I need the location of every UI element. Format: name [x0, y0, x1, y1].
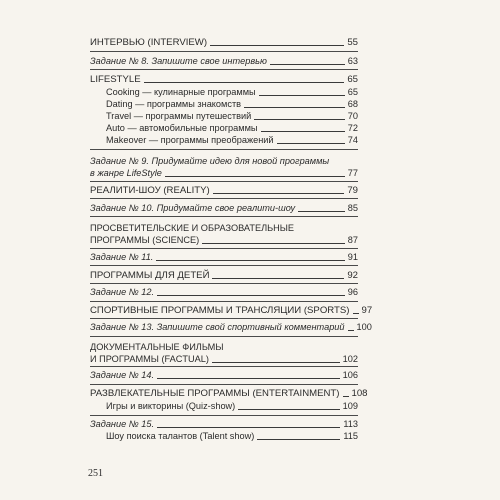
toc-page: 108: [351, 388, 368, 399]
toc-entry-entertainment: [90, 388, 368, 399]
toc-page: 92: [347, 270, 358, 281]
toc-page: 106: [342, 370, 358, 380]
toc-label: LIFESTYLE: [90, 74, 141, 85]
dot-leader: [202, 243, 345, 244]
toc-label-line2: в жанре LifeStyle: [90, 168, 162, 178]
toc-entry-factual: [90, 341, 358, 365]
toc-page: 87: [347, 235, 358, 245]
toc-page: 77: [347, 168, 358, 178]
section-rule: [90, 216, 358, 217]
toc-label: Шоу поиска талантов (Talent show): [106, 431, 255, 441]
toc-label-line2: ПРОГРАММЫ (SCIENCE): [90, 235, 200, 245]
toc-entry-task-13: [90, 322, 372, 333]
toc-label: Auto — автомобильные программы: [106, 123, 258, 133]
dot-leader: [353, 313, 359, 314]
toc-entry-talent-show: [106, 431, 358, 442]
section-rule: [90, 283, 358, 284]
toc-label: СПОРТИВНЫЕ ПРОГРАММЫ И ТРАНСЛЯЦИИ (SPORTS): [90, 305, 350, 316]
toc-page: 72: [347, 123, 358, 133]
dot-leader: [213, 193, 345, 194]
dot-leader: [261, 131, 345, 132]
toc-label: Travel — программы путешествий: [106, 111, 252, 121]
section-rule: [90, 265, 358, 266]
toc-entry-task-11: [90, 252, 358, 263]
toc-entry-task-12: [90, 287, 358, 298]
toc-page: 65: [347, 74, 358, 85]
dot-leader: [157, 378, 340, 379]
toc-label: Задание № 10. Придумайте свое реалити-шоу: [90, 203, 296, 213]
toc-entry-sports: [90, 305, 373, 316]
toc-label: Игры и викторины (Quiz-show): [106, 401, 236, 411]
dot-leader: [156, 260, 344, 261]
toc-label: Задание № 11.: [90, 252, 154, 262]
toc-page: 68: [347, 99, 358, 109]
toc-page: 85: [347, 203, 358, 213]
section-rule: [90, 318, 358, 319]
toc-page: 113: [343, 419, 358, 429]
toc-label: Задание № 14.: [90, 370, 155, 380]
dot-leader: [343, 396, 349, 397]
page-number: 251: [88, 468, 103, 479]
section-rule: [90, 384, 358, 385]
dot-leader: [257, 439, 340, 440]
section-rule: [90, 415, 358, 416]
toc-label: Задание № 13. Запишите свой спортивный комментарий: [90, 322, 345, 332]
section-rule: [90, 366, 358, 367]
dot-leader: [298, 211, 345, 212]
toc-label: РЕАЛИТИ-ШОУ (REALITY): [90, 185, 210, 196]
toc-label-line1: ПРОСВЕТИТЕЛЬСКИЕ И ОБРАЗОВАТЕЛЬНЫЕ: [90, 223, 295, 233]
toc-page: 102: [342, 354, 358, 364]
toc-entry-travel: [106, 111, 358, 122]
section-rule: [90, 301, 358, 302]
toc-entry-task-8: [90, 56, 358, 67]
toc-entry-cooking: [106, 87, 358, 98]
toc-page: 55: [347, 37, 358, 48]
section-rule: [90, 51, 358, 52]
dot-leader: [157, 427, 340, 428]
toc-label: Dating — программы знакомств: [106, 99, 242, 109]
toc-entry-kids: [90, 270, 358, 281]
toc-label: Makeover — программы преображений: [106, 135, 274, 145]
toc-label-line1: ДОКУМЕНТАЛЬНЫЕ ФИЛЬМЫ: [90, 342, 224, 352]
toc-entry-task-10: [90, 203, 358, 214]
toc-entry-quiz-show: [106, 401, 358, 412]
dot-leader: [157, 295, 345, 296]
dot-leader: [165, 176, 345, 177]
toc-label: ПРОГРАММЫ ДЛЯ ДЕТЕЙ: [90, 270, 210, 281]
dot-leader: [212, 278, 344, 279]
dot-leader: [212, 362, 340, 363]
toc-entry-task-15: [90, 419, 358, 430]
toc-page: 65: [347, 87, 358, 97]
toc-entry-dating: [106, 99, 358, 110]
section-rule: [90, 149, 358, 150]
dot-leader: [244, 107, 345, 108]
section-rule: [90, 336, 358, 337]
toc-label: Задание № 8. Запишите свое интервью: [90, 56, 267, 66]
toc-entry-auto: [106, 123, 358, 134]
toc-label: Задание № 12.: [90, 287, 155, 297]
toc-page: 115: [343, 431, 358, 441]
toc-label: Cooking — кулинарные программы: [106, 87, 256, 97]
toc-entry-science: [90, 222, 358, 246]
section-rule: [90, 69, 358, 70]
toc-entry-makeover: [106, 135, 358, 146]
toc-entry-lifestyle: [90, 74, 358, 85]
toc-label-line2: И ПРОГРАММЫ (FACTUAL): [90, 354, 209, 364]
toc-page: 97: [361, 305, 373, 316]
toc-page: 63: [347, 56, 358, 66]
toc-entry-reality: [90, 185, 358, 196]
toc-page: 79: [347, 185, 358, 196]
toc-page: 91: [347, 252, 358, 262]
toc-label-line1: Задание № 9. Придумайте идею для новой программы: [90, 156, 330, 166]
toc-entry-task-9: [90, 155, 358, 179]
toc-entry-interview: [90, 37, 358, 48]
dot-leader: [144, 82, 345, 83]
toc-page: 109: [342, 401, 358, 411]
toc-label: РАЗВЛЕКАТЕЛЬНЫЕ ПРОГРАММЫ (ENTERTAINMENT): [90, 388, 340, 399]
dot-leader: [277, 143, 345, 144]
toc-label: ИНТЕРВЬЮ (INTERVIEW): [90, 37, 208, 48]
toc-page: 100: [356, 322, 372, 332]
dot-leader: [210, 45, 344, 46]
section-rule: [90, 248, 358, 249]
section-rule: [90, 198, 358, 199]
toc-label: Задание № 15.: [90, 419, 155, 429]
toc-entry-task-14: [90, 370, 358, 381]
section-rule: [90, 181, 358, 182]
toc-page: 96: [347, 287, 358, 297]
dot-leader: [254, 119, 345, 120]
toc-page: 70: [347, 111, 358, 121]
dot-leader: [270, 64, 345, 65]
dot-leader: [348, 330, 354, 331]
dot-leader: [259, 95, 345, 96]
toc-page: 74: [347, 135, 358, 145]
dot-leader: [238, 409, 339, 410]
